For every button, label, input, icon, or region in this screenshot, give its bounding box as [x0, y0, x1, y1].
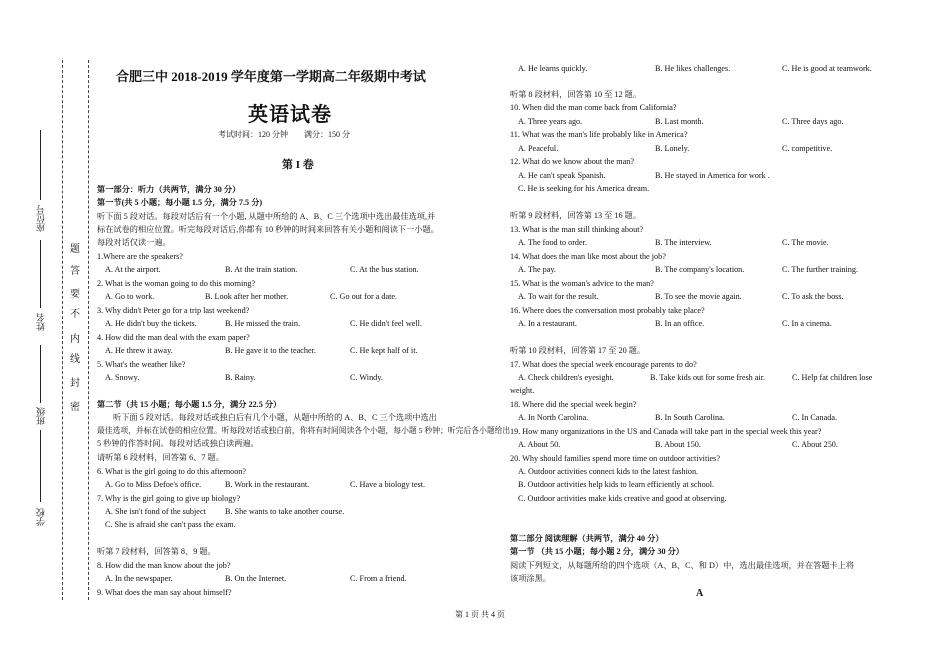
question-11-option: C. competitive.: [782, 144, 833, 153]
seal-char: 封: [70, 378, 80, 389]
seat-number-line: [40, 130, 41, 200]
section1-heading: 第一节(共 5 小题；每小题 1.5 分，满分 7.5 分): [97, 198, 263, 207]
binding-dashed-line-outer: [62, 60, 63, 600]
question-9: 9. What does the man say about himself?: [97, 588, 232, 597]
passage-7-intro: 听第 7 段材料，回答第 8、9 题。: [97, 547, 216, 556]
question-6-option: C. Have a biology test.: [350, 480, 426, 489]
class-line: [40, 345, 41, 403]
school-label: 学校: [36, 508, 46, 526]
question-12-option: C. He is seeking for his America dream.: [518, 184, 650, 193]
question-3-option: A. He didn't buy the tickets.: [105, 319, 197, 328]
question-12-option: A. He can't speak Spanish.: [518, 171, 606, 180]
seal-char: 密: [70, 402, 80, 413]
part1-heading: 第一部分：听力（共两节，满分 30 分）: [97, 185, 241, 194]
question-12: 12. What do we know about the man?: [510, 157, 634, 166]
question-2-option: B. Look after her mother.: [205, 292, 289, 301]
passage-6-intro: 请听第 6 段材料，回答第 6、7 题。: [97, 453, 224, 462]
question-10-option: A. Three years ago.: [518, 117, 583, 126]
question-17-option: C. Help fat children lose: [792, 373, 873, 382]
question-19-option: C. About 250.: [792, 440, 838, 449]
question-16: 16. Where does the conversation most probably take place?: [510, 306, 705, 315]
name-line: [40, 240, 41, 308]
question-16-option: A. In a restaurant.: [518, 319, 577, 328]
question-1-option: B. At the train station.: [225, 265, 298, 274]
question-4: 4. How did the man deal with the exam paper?: [97, 333, 250, 342]
question-16-option: C. In a cinema.: [782, 319, 832, 328]
question-1-option: A. At the airport.: [105, 265, 161, 274]
question-16-option: B. In an office.: [655, 319, 705, 328]
question-20-option: A. Outdoor activities connect kids to the latest fashion.: [518, 467, 699, 476]
part2-instruction: 阅读下列短文，从每题所给的四个选项（A、B、C、和 D）中，选出最佳选项，并在答题卡上将: [510, 561, 855, 570]
part2-heading: 第二部分 阅读理解（共两节，满分 40 分）: [510, 534, 664, 543]
question-11-option: A. Peaceful.: [518, 144, 559, 153]
question-17-option-continuation: weight.: [510, 386, 535, 395]
question-2: 2. What is the woman going to do this morning?: [97, 279, 256, 288]
school-line: [40, 430, 41, 502]
question-7-option: B. She wants to take another course.: [225, 507, 345, 516]
question-1-option: C. At the bus station.: [350, 265, 419, 274]
question-9-option: B. He likes challenges.: [655, 64, 731, 73]
question-8-option: C. From a friend.: [350, 574, 407, 583]
question-6: 6. What is the girl going to do this afternoon?: [97, 467, 247, 476]
question-20-option: B. Outdoor activities help kids to learn efficiently at school.: [518, 480, 715, 489]
question-10: 10. When did the man come back from California?: [510, 103, 677, 112]
name-label: 姓名: [36, 313, 46, 331]
question-6-option: A. Go to Miss Defoe's office.: [105, 480, 202, 489]
part2-instruction: 该项涂黑。: [510, 574, 551, 583]
passage-8-intro: 听第 8 段材料，回答第 10 至 12 题。: [510, 90, 642, 99]
question-11: 11. What was the man's life probably like in America?: [510, 130, 688, 139]
question-14-option: A. The pay.: [518, 265, 556, 274]
seal-char: 线: [70, 354, 80, 365]
school-title: 合肥三中 2018-2019 学年度第一学期高二年级期中考试: [116, 69, 426, 84]
question-10-option: C. Three days ago.: [782, 117, 844, 126]
question-19-option: B. About 150.: [655, 440, 701, 449]
question-20: 20. Why should families spend more time on outdoor activities?: [510, 454, 720, 463]
section1-instruction: 标在试卷的相应位置。听完每段对话后,你都有 10 秒钟的时间来回答有关小题和阅读下一小题。: [97, 225, 439, 234]
question-5: 5. What's the weather like?: [97, 360, 186, 369]
seal-char: 答: [70, 266, 80, 277]
question-6-option: B. Work in the restaurant.: [225, 480, 310, 489]
section2-instruction: 最佳选项，并标在试卷的相应位置。听每段对话或独白前，你将有时间阅读各个小题，每小题 5 秒钟；听完后各小题给出: [97, 426, 511, 435]
part2-section1-heading: 第一节 （共 15 小题；每小题 2 分，满分 30 分）: [510, 547, 684, 556]
question-15-option: B. To see the movie again.: [655, 292, 742, 301]
question-7-option: C. She is afraid she can't pass the exam.: [105, 520, 236, 529]
question-14: 14. What does the man like most about the job?: [510, 252, 666, 261]
section2-instruction: 5 秒钟的作答时间。每段对话或独白读两遍。: [97, 439, 259, 448]
question-18-option: A. In North Carolina.: [518, 413, 589, 422]
question-5-option: C. Windy.: [350, 373, 383, 382]
section1-instruction: 每段对话仅读一遍。: [97, 238, 171, 247]
question-4-option: A. He threw it away.: [105, 346, 173, 355]
question-5-option: A. Snowy.: [105, 373, 140, 382]
question-14-option: C. The further training.: [782, 265, 859, 274]
page-number: 第 1 页 共 4 页: [455, 610, 505, 619]
question-18: 18. Where did the special week begin?: [510, 400, 637, 409]
question-8: 8. How did the man know about the job?: [97, 561, 231, 570]
seal-char: 内: [70, 334, 80, 345]
question-20-option: C. Outdoor activities make kids creative and good at observing.: [518, 494, 727, 503]
question-17: 17. What does the special week encourage parents to do?: [510, 360, 697, 369]
question-7: 7. Why is the girl going to give up biology?: [97, 494, 241, 503]
question-14-option: B. The company's location.: [655, 265, 745, 274]
question-13: 13. What is the man still thinking about?: [510, 225, 644, 234]
question-19-option: A. About 50.: [518, 440, 561, 449]
question-17-option: A. Check children's eyesight.: [518, 373, 614, 382]
question-15-option: C. To ask the boss.: [782, 292, 844, 301]
question-13-option: A. The food to order.: [518, 238, 587, 247]
question-9-option: A. He learns quickly.: [518, 64, 588, 73]
question-17-option: B. Take kids out for some fresh air.: [650, 373, 766, 382]
binding-dashed-line-inner: [88, 60, 89, 600]
question-18-option: B. In South Carolina.: [655, 413, 725, 422]
seal-char: 题: [70, 244, 80, 255]
question-15: 15. What is the woman's advice to the man?: [510, 279, 654, 288]
question-2-option: A. Go to work.: [105, 292, 155, 301]
seal-char: 要: [70, 289, 80, 300]
question-3-option: B. He missed the train.: [225, 319, 301, 328]
question-7-option: A. She isn't fond of the subject: [105, 507, 206, 516]
passage-a-label: A: [696, 588, 704, 599]
question-8-option: A. In the newspaper.: [105, 574, 173, 583]
subject-title: 英语试卷: [248, 104, 332, 126]
volume-title: 第 I 卷: [282, 159, 314, 171]
question-10-option: B. Last month.: [655, 117, 704, 126]
passage-9-intro: 听第 9 段材料，回答第 13 至 16 题。: [510, 211, 642, 220]
question-3: 3. Why didn't Peter go for a trip last weekend?: [97, 306, 250, 315]
class-label: 班级: [36, 407, 46, 425]
question-1: 1.Where are the speakers?: [97, 252, 183, 261]
section2-instruction: 听下面 5 段对话。每段对话或独白后有几个小题，从题中所给的 A、B、C 三个选项中选出: [113, 413, 437, 422]
seat-number-label: 座位号: [36, 205, 46, 232]
question-19: 19. How many organizations in the US and Canada will take part in the special week this year?: [510, 427, 822, 436]
question-13-option: C. The movie.: [782, 238, 829, 247]
question-15-option: A. To wait for the result.: [518, 292, 599, 301]
question-4-option: B. He gave it to the teacher.: [225, 346, 316, 355]
section1-instruction: 听下面 5 段对话。每段对话后有一个小题, 从题中所给的 A、B、C 三个选项中选出最佳选项,并: [97, 212, 436, 221]
question-3-option: C. He didn't feel well.: [350, 319, 422, 328]
passage-10-intro: 听第 10 段材料，回答第 17 至 20 题。: [510, 346, 646, 355]
question-11-option: B. Lonely.: [655, 144, 690, 153]
seal-char: 不: [70, 309, 80, 320]
section2-heading: 第二节（共 15 小题；每小题 1.5 分，满分 22.5 分）: [97, 400, 282, 409]
question-18-option: C. In Canada.: [792, 413, 838, 422]
question-2-option: C. Go out for a date.: [330, 292, 398, 301]
question-4-option: C. He kept half of it.: [350, 346, 418, 355]
question-12-option: B. He stayed in America for work .: [655, 171, 770, 180]
question-8-option: B. On the Internet.: [225, 574, 287, 583]
question-5-option: B. Rainy.: [225, 373, 256, 382]
exam-info: 考试时间：120 分钟 满分：150 分: [218, 130, 350, 139]
question-13-option: B. The interview.: [655, 238, 712, 247]
question-9-option: C. He is good at teamwork.: [782, 64, 872, 73]
